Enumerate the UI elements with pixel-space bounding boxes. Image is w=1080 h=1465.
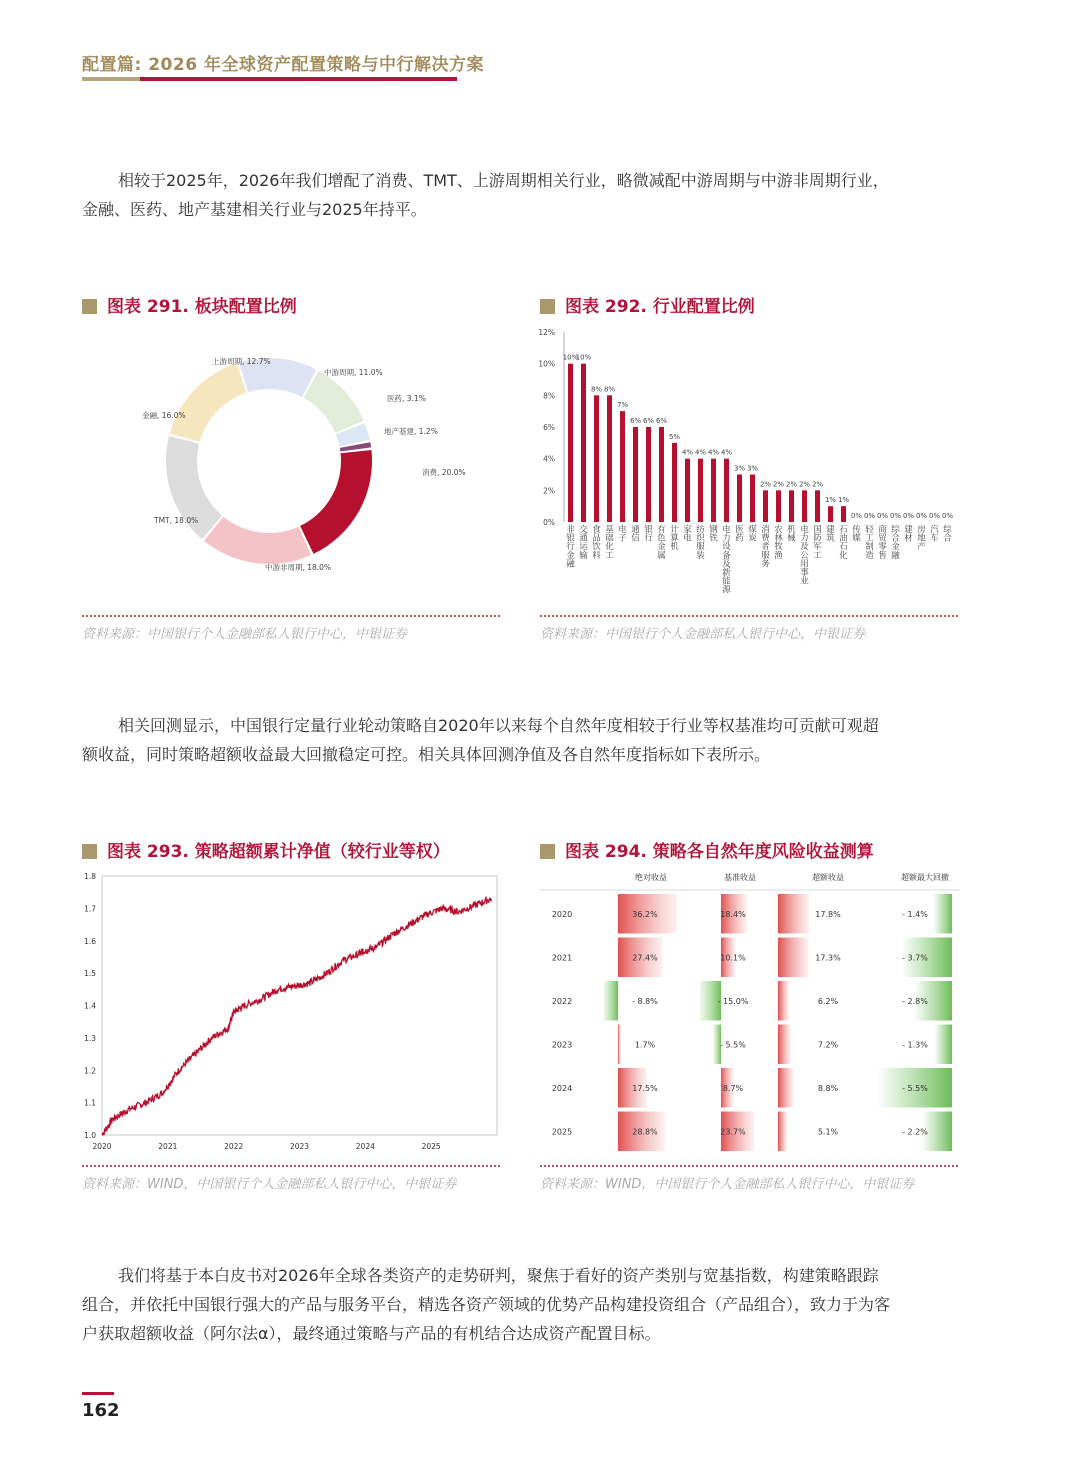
bar: [763, 490, 768, 522]
x-tick-label: 综合金融: [891, 525, 900, 561]
bar-data-label: 0%: [941, 512, 954, 520]
x-tick-label: 通信: [631, 525, 640, 544]
y-tick-label: 1.7: [84, 904, 96, 914]
bar-data-label: 2%: [798, 480, 811, 489]
x-tick-label: 2022: [224, 1142, 244, 1151]
x-tick-label: 非银行金融: [566, 525, 575, 570]
figure-293-source: 资料来源：WIND，中国银行个人金融部私人银行中心，中银证券: [82, 1177, 457, 1192]
row-year-label: 2020: [551, 909, 573, 919]
y-tick-label: 8%: [543, 391, 555, 401]
cell-value: - 2.8%: [902, 996, 928, 1006]
bar: [724, 459, 729, 522]
bar: [802, 490, 807, 522]
cell-value: 17.3%: [815, 953, 841, 963]
cell-bar: [778, 981, 789, 1021]
y-tick-label: 12%: [538, 328, 555, 337]
bar-data-label: 5%: [668, 432, 681, 441]
bar-data-label: 1%: [824, 496, 837, 505]
figure-294-title: [540, 837, 874, 862]
column-header: 超额最大回撤: [901, 873, 949, 882]
cell-bar: [934, 1025, 952, 1065]
x-tick-label: 建筑: [826, 525, 835, 544]
x-tick-label: 交通运输: [579, 525, 588, 561]
bar-data-label: 2%: [772, 480, 785, 489]
bar: [815, 490, 820, 522]
bar-data-label: 4%: [681, 448, 694, 457]
paragraph-1: [82, 166, 962, 224]
x-tick-label: 电子: [618, 525, 627, 544]
column-header: 基准收益: [724, 873, 756, 882]
donut-label: 金融, 16.0%: [142, 411, 186, 420]
column-header: 绝对收益: [635, 873, 667, 882]
row-year-label: 2024: [551, 1083, 573, 1093]
figure-292-title-text: 图表 292. 行业配置比例: [565, 297, 755, 317]
bar: [646, 427, 651, 522]
cell-value: - 15.0%: [717, 996, 749, 1006]
cell-value: 23.7%: [720, 1127, 746, 1137]
x-tick-label: 房地产: [917, 525, 926, 553]
paragraph-line: 我们将基于本白皮书对2026年全球各类资产的走势研判，聚焦于看好的资产类别与宽基指数，构建策略跟踪: [118, 1266, 879, 1285]
bar: [841, 506, 846, 522]
title-square-icon: [540, 844, 555, 859]
x-tick-label: 农林牧渔: [774, 525, 783, 561]
cell-value: 5.1%: [817, 1127, 839, 1137]
x-tick-label: 2020: [92, 1142, 112, 1151]
row-year-label: 2023: [551, 1040, 573, 1050]
y-tick-label: 1.5: [84, 969, 96, 979]
page-number-bar: [82, 1392, 114, 1395]
header-divider-red: [140, 77, 457, 81]
cell-bar: [604, 981, 618, 1021]
bar-data-label: 2%: [759, 480, 772, 489]
bar: [581, 364, 586, 522]
bar-chart: [530, 322, 960, 607]
bar-data-label: 0%: [915, 512, 928, 520]
cell-value: 8.7%: [722, 1083, 744, 1093]
figure-293-divider: [82, 1165, 500, 1167]
figure-292-title: [540, 292, 755, 317]
bar: [711, 459, 716, 522]
bar: [737, 475, 742, 523]
y-tick-label: 4%: [543, 454, 555, 464]
bar-data-label: 0%: [863, 512, 876, 520]
cell-value: - 8.8%: [632, 996, 658, 1006]
figure-291-title-text: 图表 291. 板块配置比例: [107, 297, 297, 317]
x-tick-label: 2023: [289, 1142, 310, 1151]
x-tick-label: 商贸零售: [878, 525, 887, 561]
donut-label: 医药, 3.1%: [387, 394, 426, 403]
y-tick-label: 1.4: [84, 1001, 96, 1011]
y-tick-label: 1.6: [84, 936, 96, 946]
bar-data-label: 2%: [811, 480, 824, 489]
bar-data-label: 3%: [733, 464, 746, 473]
bar: [750, 475, 755, 523]
paragraph-3: [82, 1261, 962, 1348]
x-tick-label: 计算机: [670, 525, 679, 553]
paragraph-line: 相较于2025年，2026年我们增配了消费、TMT、上游周期相关行业，略微减配中游周期与中游非周期行业，: [118, 171, 889, 190]
bar-data-label: 8%: [603, 385, 616, 394]
x-tick-label: 电力及公用事业: [800, 525, 809, 587]
x-tick-label: 钢铁: [709, 525, 718, 544]
donut-slice-4: [170, 363, 247, 442]
figure-291-divider: [82, 615, 500, 617]
row-year-label: 2025: [551, 1127, 573, 1137]
figure-292-source: 资料来源：中国银行个人金融部私人银行中心，中银证券: [540, 627, 866, 642]
x-tick-label: 有色金属: [657, 525, 666, 561]
figure-292-divider: [540, 615, 958, 617]
cell-value: 10.1%: [720, 953, 746, 963]
y-tick-label: 1.2: [84, 1066, 96, 1076]
paragraph-line: 相关回测显示，中国银行定量行业轮动策略自2020年以来每个自然年度相较于行业等权基准均可贡献可观超: [118, 716, 879, 735]
cell-value: - 5.5%: [720, 1040, 746, 1050]
y-tick-label: 6%: [543, 423, 555, 432]
bar-data-label: 6%: [629, 417, 642, 425]
donut-label: 地产基建, 1.2%: [384, 427, 438, 436]
y-tick-label: 10%: [538, 359, 555, 369]
donut-label: 中游周期, 11.0%: [324, 368, 383, 377]
bar-data-label: 0%: [876, 512, 889, 520]
donut-label: TMT, 18.0%: [154, 516, 199, 525]
cell-value: 36.2%: [632, 909, 658, 919]
row-year-label: 2022: [551, 996, 573, 1006]
cell-bar: [778, 1025, 791, 1065]
risk-return-table: [540, 866, 960, 1160]
x-tick-label: 轻工制造: [865, 525, 874, 561]
figure-294-source: 资料来源：WIND，中国银行个人金融部私人银行中心，中银证券: [540, 1177, 915, 1192]
header-title: 配置篇: 2026 年全球资产配置策略与中行解决方案: [82, 55, 484, 75]
cell-value: 18.4%: [720, 909, 746, 919]
bar-data-label: 3%: [746, 464, 759, 473]
paragraph-line: 组合，并依托中国银行强大的产品与服务平台，精选各资产领域的优势产品构建投资组合（产品组合），致力于为客: [82, 1295, 891, 1314]
bar: [659, 427, 664, 522]
bar: [633, 427, 638, 522]
bar-data-label: 4%: [720, 448, 733, 457]
column-header: 超额收益: [812, 873, 844, 882]
x-tick-label: 电力设备及新能源: [722, 525, 731, 596]
bar-data-label: 0%: [928, 512, 941, 520]
paragraph-line: 额收益，同时策略超额收益最大回撤稳定可控。相关具体回测净值及各自然年度指标如下表所示。: [82, 745, 771, 764]
figure-294-divider: [540, 1165, 958, 1167]
bar: [607, 395, 612, 522]
y-tick-label: 1.3: [84, 1033, 96, 1043]
x-tick-label: 机械: [787, 525, 796, 544]
paragraph-line: 户获取超额收益（阿尔法α），最终通过策略与产品的有机结合达成资产配置目标。: [82, 1324, 661, 1343]
bar: [828, 506, 833, 522]
cell-value: 8.8%: [817, 1083, 839, 1093]
bar-data-label: 2%: [785, 480, 798, 489]
cell-value: - 1.4%: [902, 909, 928, 919]
bar-data-label: 1%: [837, 496, 850, 505]
x-tick-label: 消费者服务: [761, 525, 770, 570]
x-tick-label: 2024: [355, 1142, 375, 1151]
bar-data-label: 6%: [642, 417, 655, 425]
figure-291-source: 资料来源：中国银行个人金融部私人银行中心，中银证券: [82, 627, 408, 642]
cell-bar: [778, 938, 808, 978]
bar-data-label: 4%: [707, 448, 720, 457]
x-tick-label: 食品饮料: [592, 525, 601, 561]
donut-label: 消费, 20.0%: [422, 468, 466, 477]
page-number: 162: [82, 1400, 120, 1421]
bar-data-label: 0%: [889, 512, 902, 520]
cell-value: 27.4%: [632, 953, 658, 963]
cell-value: - 1.3%: [902, 1040, 928, 1050]
cell-value: - 5.5%: [902, 1083, 928, 1093]
net-value-series-line: [102, 898, 492, 1136]
x-tick-label: 纺织服装: [696, 525, 705, 561]
bar: [620, 411, 625, 522]
donut-label: 中游非周期, 18.0%: [264, 563, 332, 572]
y-tick-label: 0%: [543, 518, 555, 527]
x-tick-label: 银行: [644, 525, 653, 544]
bar-data-label: 0%: [902, 512, 915, 520]
x-tick-label: 2025: [421, 1142, 441, 1151]
cell-bar: [618, 1025, 621, 1065]
title-square-icon: [540, 299, 555, 314]
x-tick-label: 汽车: [930, 525, 939, 544]
title-square-icon: [82, 844, 97, 859]
donut-chart: [82, 330, 502, 600]
x-tick-label: 煤炭: [748, 525, 757, 544]
bar-data-label: 4%: [694, 448, 707, 457]
bar: [789, 490, 794, 522]
y-tick-label: 1.1: [84, 1098, 96, 1108]
x-tick-label: 建材: [904, 525, 913, 544]
bar-data-label: 10%: [575, 353, 592, 362]
y-tick-label: 2%: [543, 486, 555, 496]
y-tick-label: 1.8: [84, 872, 96, 881]
cell-bar: [933, 894, 952, 934]
bar-data-label: 7%: [616, 401, 629, 410]
cell-value: - 3.7%: [902, 953, 928, 963]
plot-frame: [102, 876, 497, 1135]
figure-293-title-text: 图表 293. 策略超额累计净值（较行业等权）: [107, 842, 450, 862]
bar: [698, 459, 703, 522]
x-tick-label: 石油石化: [839, 525, 848, 561]
x-tick-label: 基础化工: [605, 525, 614, 561]
donut-slice-1: [300, 450, 372, 554]
x-tick-label: 2021: [158, 1142, 178, 1151]
cell-bar: [778, 1112, 787, 1152]
cell-value: - 2.2%: [902, 1127, 928, 1137]
bar: [776, 490, 781, 522]
line-chart: [82, 868, 502, 1158]
paragraph-2: [82, 711, 962, 769]
figure-294-title-text: 图表 294. 策略各自然年度风险收益测算: [565, 842, 874, 862]
header-divider-gold: [82, 77, 140, 81]
bar: [594, 395, 599, 522]
bar-data-label: 6%: [655, 417, 668, 425]
cell-value: 17.5%: [632, 1083, 658, 1093]
y-tick-label: 1.0: [84, 1131, 96, 1140]
title-square-icon: [82, 299, 97, 314]
paragraph-line: 金融、医药、地产基建相关行业与2025年持平。: [82, 200, 427, 219]
cell-bar: [778, 894, 809, 934]
figure-291-title: [82, 292, 297, 317]
donut-label: 上游周期, 12.7%: [212, 357, 271, 366]
bar-data-label: 10%: [562, 353, 579, 362]
donut-slice-6: [304, 371, 364, 433]
row-year-label: 2021: [551, 953, 573, 963]
bar: [672, 443, 677, 522]
bar-data-label: 0%: [850, 512, 863, 520]
cell-value: 28.8%: [632, 1127, 658, 1137]
donut-slice-2: [204, 517, 311, 564]
cell-value: 1.7%: [634, 1040, 656, 1050]
cell-value: 7.2%: [817, 1040, 839, 1050]
cell-value: 6.2%: [817, 996, 839, 1006]
x-tick-label: 传媒: [852, 525, 861, 544]
x-tick-label: 综合: [943, 525, 952, 544]
cell-value: 17.8%: [815, 909, 841, 919]
bar-data-label: 8%: [590, 385, 603, 394]
x-tick-label: 医药: [735, 525, 744, 544]
x-tick-label: 国防军工: [813, 525, 822, 561]
cell-bar: [778, 1068, 793, 1108]
bar: [568, 364, 573, 522]
bar: [685, 459, 690, 522]
figure-293-title: [82, 837, 450, 862]
x-tick-label: 家电: [683, 525, 692, 544]
